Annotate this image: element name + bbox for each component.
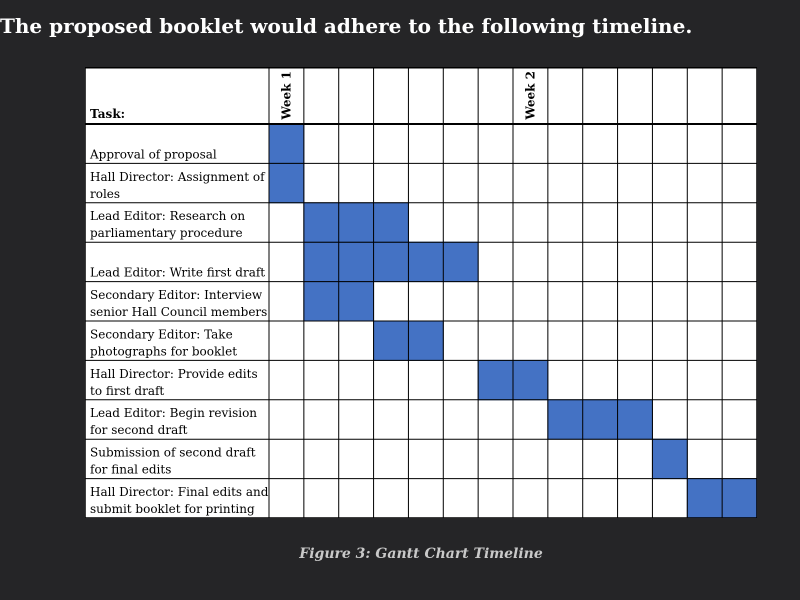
gantt-bar bbox=[548, 400, 653, 439]
page-heading: The proposed booklet would adhere to the following timeline. bbox=[0, 14, 693, 38]
gantt-chart bbox=[85, 67, 757, 518]
task-label: Hall Director: Assignment of bbox=[90, 169, 265, 184]
gantt-bar bbox=[652, 439, 687, 478]
task-label: Lead Editor: Begin revision bbox=[90, 406, 258, 421]
task-label: submit booklet for printing bbox=[90, 502, 255, 516]
gantt-bar bbox=[269, 163, 304, 202]
task-label: senior Hall Council members bbox=[90, 305, 268, 319]
gantt-bar bbox=[304, 242, 478, 281]
week-label: Week 2 bbox=[523, 71, 538, 120]
task-label: Hall Director: Final edits and bbox=[90, 485, 269, 499]
task-label: Secondary Editor: Take bbox=[90, 327, 233, 342]
task-label: Hall Director: Provide edits bbox=[90, 366, 258, 381]
task-label: for final edits bbox=[90, 462, 172, 477]
task-label: photographs for booklet bbox=[90, 344, 238, 359]
week-label: Week 1 bbox=[279, 71, 294, 120]
task-label: Submission of second draft bbox=[90, 445, 256, 460]
gantt-bar bbox=[269, 124, 304, 163]
gantt-chart-sheet bbox=[85, 67, 757, 518]
task-label: Lead Editor: Research on bbox=[90, 209, 246, 224]
figure-caption: Figure 3: Gantt Chart Timeline bbox=[299, 546, 543, 562]
task-label: for second draft bbox=[90, 423, 188, 438]
task-column-header: Task: bbox=[90, 107, 126, 121]
task-label: Lead Editor: Write first draft bbox=[90, 265, 266, 280]
task-label: roles bbox=[90, 186, 121, 201]
gantt-bar bbox=[304, 203, 409, 242]
task-label: parliamentary procedure bbox=[90, 226, 243, 241]
task-label: to first draft bbox=[90, 383, 165, 398]
task-label: Secondary Editor: Interview bbox=[90, 288, 263, 302]
task-label: Approval of proposal bbox=[90, 147, 217, 162]
